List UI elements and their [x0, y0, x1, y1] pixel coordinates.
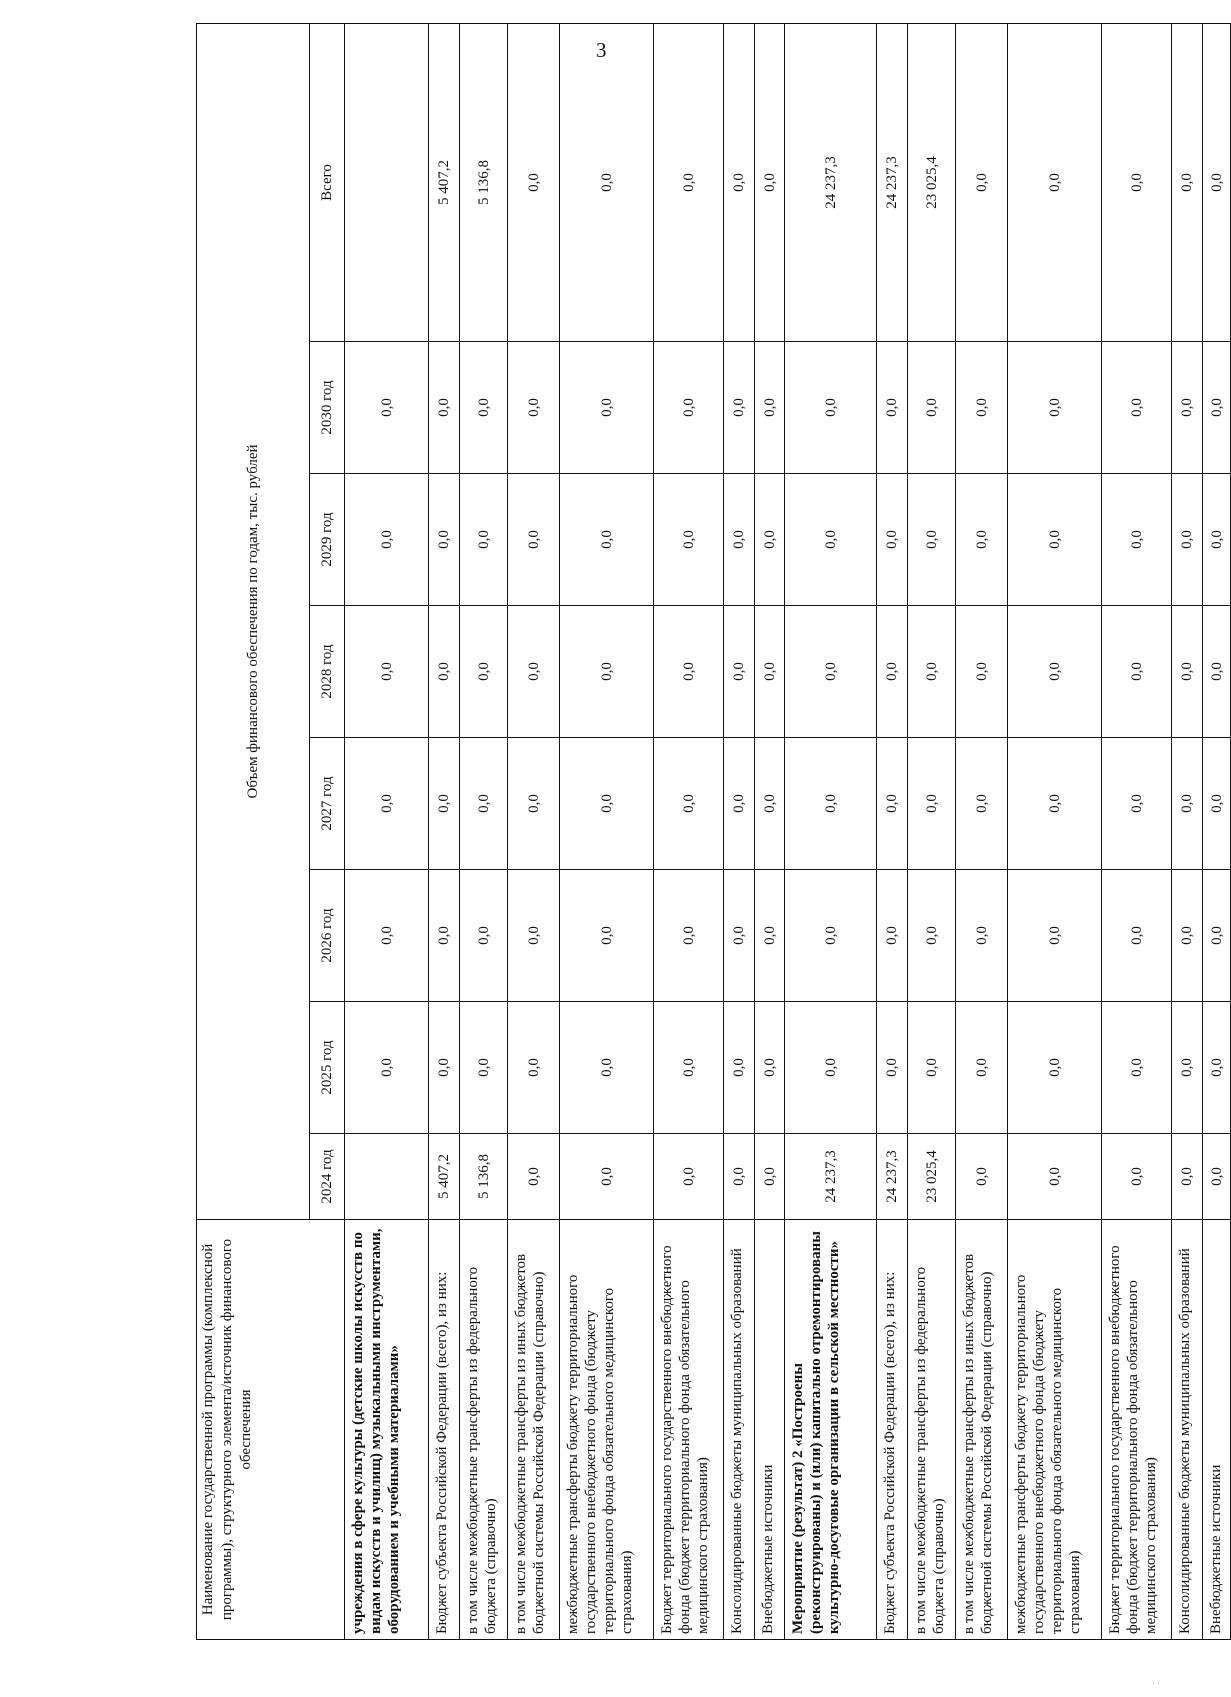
cell-total: 24 237,3	[877, 23, 908, 341]
cell-value: 0,0	[908, 738, 956, 870]
row-label: в том числе межбюджетные трансферты из иных бюджетов бюджетной системы Российской Федерации (справочно)	[956, 1220, 1008, 1640]
cell-value: 0,0	[345, 1002, 429, 1134]
cell-value: 0,0	[1172, 1134, 1203, 1220]
header-year: 2029 год	[310, 474, 345, 606]
table-body	[345, 23, 1231, 1639]
row-label: Внебюджетные источники	[1203, 1220, 1231, 1640]
table-row	[1008, 23, 1102, 1639]
cell-value: 0,0	[877, 606, 908, 738]
cell-value: 0,0	[560, 1002, 654, 1134]
cell-total: 0,0	[1008, 23, 1102, 341]
cell-total: 0,0	[1172, 23, 1203, 341]
financing-table	[196, 23, 1231, 1640]
cell-value: 0,0	[1102, 474, 1172, 606]
row-label: учреждения в сфере культуры (детские школы искусств по видам искусств и училищ) музыкальными инструментами, оборудованием и учебными материалами»	[345, 1220, 429, 1640]
table-row	[460, 23, 508, 1639]
cell-value: 0,0	[508, 606, 560, 738]
row-label: в том числе межбюджетные трансферты из федерального бюджета (справочно)	[908, 1220, 956, 1640]
row-label: в том числе межбюджетные трансферты из иных бюджетов бюджетной системы Российской Федерации (справочно)	[508, 1220, 560, 1640]
cell-value: 0,0	[654, 1134, 724, 1220]
cell-value: 0,0	[654, 606, 724, 738]
cell-value: 0,0	[1102, 1134, 1172, 1220]
cell-value: 0,0	[956, 738, 1008, 870]
cell-value: 0,0	[956, 1002, 1008, 1134]
cell-value: 0,0	[1203, 1134, 1231, 1220]
table-row	[908, 23, 956, 1639]
cell-value: 0,0	[724, 474, 755, 606]
cell-value: 24 237,3	[785, 1134, 877, 1220]
cell-value: 0,0	[1203, 606, 1231, 738]
cell-value: 0,0	[724, 738, 755, 870]
cell-value: 0,0	[755, 606, 785, 738]
table-row	[345, 23, 429, 1639]
row-label: межбюджетные трансферты бюджету территориального государственного внебюджетного фонда (бюджету территориального фонда обязательного медицинского страхования)	[560, 1220, 654, 1640]
header-financing-group: Объем финансового обеспечения по годам, тыс. рублей	[197, 23, 310, 1219]
cell-value: 0,0	[460, 738, 508, 870]
cell-value: 0,0	[724, 1002, 755, 1134]
cell-value: 0,0	[654, 738, 724, 870]
cell-value: 0,0	[1172, 342, 1203, 474]
cell-value: 0,0	[508, 1002, 560, 1134]
cell-value: 0,0	[724, 870, 755, 1002]
cell-value: 0,0	[877, 738, 908, 870]
cell-value: 0,0	[560, 474, 654, 606]
cell-value: 0,0	[1172, 870, 1203, 1002]
header-year: 2028 год	[310, 606, 345, 738]
cell-value	[345, 1134, 429, 1220]
page-number: 3	[596, 38, 607, 62]
cell-value: 0,0	[1008, 342, 1102, 474]
cell-value: 0,0	[877, 1002, 908, 1134]
cell-value: 0,0	[508, 738, 560, 870]
row-label: Консолидированные бюджеты муниципальных образований	[1172, 1220, 1203, 1640]
header-name-column: Наименование государственной программы (комплексной программы), структурного элемента/источник финансового обеспечения	[197, 1220, 345, 1640]
row-label: в том числе межбюджетные трансферты из федерального бюджета (справочно)	[460, 1220, 508, 1640]
table-row	[724, 23, 755, 1639]
table-row	[785, 23, 877, 1639]
row-label: Бюджет территориального государственного внебюджетного фонда (бюджет территориального фонда обязательного медицинского страхования)	[1102, 1220, 1172, 1640]
cell-value: 0,0	[785, 342, 877, 474]
cell-value: 0,0	[460, 342, 508, 474]
cell-value: 0,0	[1203, 1002, 1231, 1134]
table-row	[877, 23, 908, 1639]
cell-total: 0,0	[755, 23, 785, 341]
cell-total: 0,0	[508, 23, 560, 341]
cell-value: 0,0	[429, 342, 460, 474]
header-year: 2026 год	[310, 870, 345, 1002]
row-label: Бюджет субъекта Российской Федерации (всего), из них:	[429, 1220, 460, 1640]
cell-value: 0,0	[1102, 1002, 1172, 1134]
cell-total: 23 025,4	[908, 23, 956, 341]
cell-value: 0,0	[1172, 738, 1203, 870]
cell-total: 0,0	[1203, 23, 1231, 341]
cell-value: 0,0	[956, 606, 1008, 738]
cell-value: 0,0	[560, 738, 654, 870]
cell-value: 0,0	[1008, 606, 1102, 738]
cell-value: 0,0	[1203, 474, 1231, 606]
cell-value: 0,0	[1008, 1134, 1102, 1220]
cell-value: 0,0	[908, 870, 956, 1002]
table-row	[429, 23, 460, 1639]
cell-value: 0,0	[345, 870, 429, 1002]
cell-value: 0,0	[429, 870, 460, 1002]
cell-value: 0,0	[785, 1002, 877, 1134]
cell-value: 0,0	[654, 1002, 724, 1134]
cell-value: 24 237,3	[877, 1134, 908, 1220]
header-row-group	[197, 23, 310, 1639]
cell-total: 0,0	[560, 23, 654, 341]
cell-value: 0,0	[785, 606, 877, 738]
cell-value: 0,0	[345, 342, 429, 474]
scan-artifact: · ·	[1152, 1678, 1161, 1688]
cell-value: 0,0	[956, 342, 1008, 474]
row-label: межбюджетные трансферты бюджету территориального государственного внебюджетного фонда (бюджету территориального фонда обязательного медицинского страхования)	[1008, 1220, 1102, 1640]
cell-value: 0,0	[785, 870, 877, 1002]
row-label: Бюджет территориального государственного внебюджетного фонда (бюджет территориального фонда обязательного медицинского страхования)	[654, 1220, 724, 1640]
cell-value: 0,0	[755, 1002, 785, 1134]
cell-value: 0,0	[908, 1002, 956, 1134]
header-year: 2027 год	[310, 738, 345, 870]
cell-total: 0,0	[654, 23, 724, 341]
table-row	[755, 23, 785, 1639]
cell-value: 0,0	[1008, 474, 1102, 606]
cell-value: 0,0	[345, 606, 429, 738]
cell-value: 0,0	[785, 738, 877, 870]
cell-value: 0,0	[560, 870, 654, 1002]
cell-value: 0,0	[1102, 342, 1172, 474]
cell-value: 0,0	[429, 1002, 460, 1134]
cell-value: 0,0	[1102, 606, 1172, 738]
header-year: 2024 год	[310, 1134, 345, 1220]
table-row	[654, 23, 724, 1639]
table-row	[956, 23, 1008, 1639]
cell-value: 0,0	[877, 474, 908, 606]
cell-total: 0,0	[956, 23, 1008, 341]
cell-total: 24 237,3	[785, 23, 877, 341]
cell-value: 0,0	[508, 1134, 560, 1220]
cell-value: 0,0	[755, 870, 785, 1002]
cell-value: 0,0	[1008, 738, 1102, 870]
cell-value: 0,0	[460, 474, 508, 606]
row-label: Внебюджетные источники	[755, 1220, 785, 1640]
cell-value: 0,0	[460, 870, 508, 1002]
cell-value: 0,0	[429, 474, 460, 606]
cell-value: 0,0	[1172, 606, 1203, 738]
cell-value: 0,0	[755, 474, 785, 606]
cell-value: 0,0	[1203, 870, 1231, 1002]
cell-value: 0,0	[877, 870, 908, 1002]
cell-value: 0,0	[1008, 1002, 1102, 1134]
cell-value: 0,0	[460, 606, 508, 738]
cell-value: 0,0	[908, 606, 956, 738]
cell-value: 0,0	[1102, 870, 1172, 1002]
table-row	[1102, 23, 1172, 1639]
cell-value: 0,0	[755, 342, 785, 474]
cell-value: 0,0	[755, 738, 785, 870]
table-row	[560, 23, 654, 1639]
cell-value: 0,0	[724, 606, 755, 738]
cell-value: 0,0	[429, 606, 460, 738]
table-row	[1203, 23, 1231, 1639]
cell-value: 0,0	[877, 342, 908, 474]
rotated-table-area	[196, 72, 1225, 1640]
cell-value: 0,0	[560, 1134, 654, 1220]
cell-value: 0,0	[1203, 342, 1231, 474]
cell-value: 0,0	[1008, 870, 1102, 1002]
table-row	[508, 23, 560, 1639]
cell-value: 0,0	[1172, 1002, 1203, 1134]
rotated-table-wrapper	[196, 72, 1225, 1640]
cell-value: 0,0	[345, 738, 429, 870]
cell-value: 0,0	[508, 870, 560, 1002]
cell-value: 0,0	[654, 870, 724, 1002]
cell-value: 0,0	[956, 870, 1008, 1002]
cell-value: 0,0	[654, 474, 724, 606]
cell-value: 0,0	[1172, 474, 1203, 606]
cell-total: 5 136,8	[460, 23, 508, 341]
row-label: Консолидированные бюджеты муниципальных образований	[724, 1220, 755, 1640]
cell-value: 5 407,2	[429, 1134, 460, 1220]
row-label: Мероприятие (результат) 2 «Построены (реконструированы) и (или) капитально отремонтированы культурно-досуговые организации в сельской местности»	[785, 1220, 877, 1640]
cell-value: 0,0	[724, 1134, 755, 1220]
cell-value: 0,0	[724, 342, 755, 474]
cell-value: 0,0	[429, 738, 460, 870]
cell-value: 0,0	[560, 606, 654, 738]
cell-value: 0,0	[785, 474, 877, 606]
cell-value: 0,0	[508, 474, 560, 606]
cell-value: 0,0	[956, 1134, 1008, 1220]
cell-value: 0,0	[908, 342, 956, 474]
cell-value: 0,0	[755, 1134, 785, 1220]
cell-value: 0,0	[1203, 738, 1231, 870]
cell-value: 5 136,8	[460, 1134, 508, 1220]
cell-total: 0,0	[724, 23, 755, 341]
cell-value: 0,0	[345, 474, 429, 606]
cell-total: 5 407,2	[429, 23, 460, 341]
cell-value: 0,0	[1102, 738, 1172, 870]
cell-value: 23 025,4	[908, 1134, 956, 1220]
cell-total	[345, 23, 429, 341]
cell-value: 0,0	[956, 474, 1008, 606]
cell-value: 0,0	[654, 342, 724, 474]
cell-value: 0,0	[460, 1002, 508, 1134]
header-year: 2025 год	[310, 1002, 345, 1134]
table-row	[1172, 23, 1203, 1639]
row-label: Бюджет субъекта Российской Федерации (всего), из них:	[877, 1220, 908, 1640]
header-total: Всего	[310, 23, 345, 341]
header-year: 2030 год	[310, 342, 345, 474]
cell-value: 0,0	[560, 342, 654, 474]
cell-value: 0,0	[908, 474, 956, 606]
cell-total: 0,0	[1102, 23, 1172, 341]
cell-value: 0,0	[508, 342, 560, 474]
